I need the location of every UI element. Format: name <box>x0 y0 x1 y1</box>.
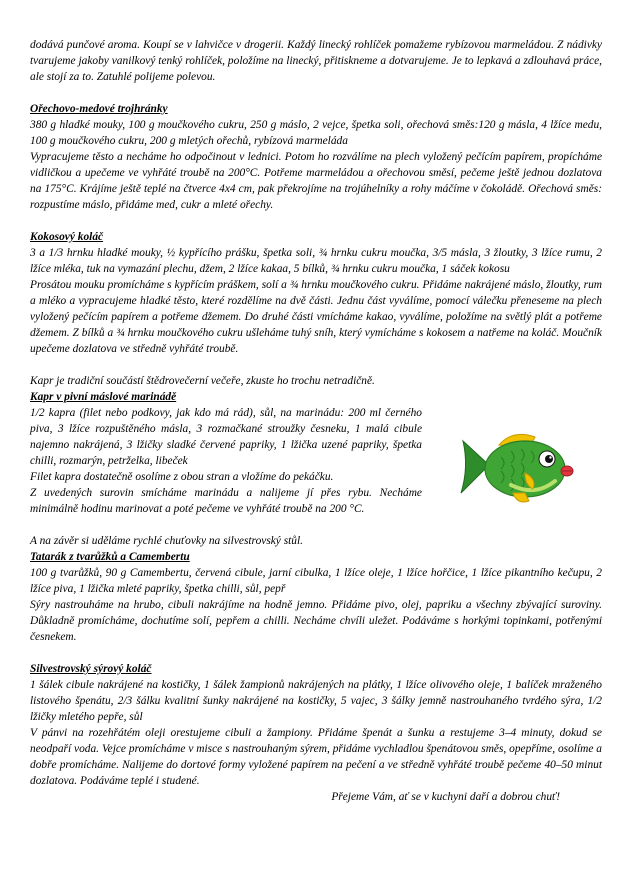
carp-intro: Kapr je tradiční součástí štědrovečerní večeře, zkuste ho trochu netradičně. <box>30 375 375 387</box>
document-page <box>30 37 602 805</box>
recipe-ingredients: 1/2 kapra (filet nebo podkovy, jak kdo má rád), sůl, na marinádu: 200 ml černého piva, 3 lžíce rozpuštěného másla, 3 rozmačkané stroužky česneku, 1 malá cibule najemno nakrájená, 3 lžičky sladké červené papriky, 1 lžička uzené papriky, špetka chilli, rozmarýn, petrželka, libeček <box>30 407 422 467</box>
recipe-title: Ořechovo-medové trojhránky <box>30 103 168 115</box>
recipe-title: Tatarák z tvarůžků a Camembertu <box>30 551 190 563</box>
fish-illustration <box>455 427 580 507</box>
recipe-method: V pánvi na rozehřátém oleji orestujeme cibuli a žampiony. Přidáme špenát a šunku a restujeme 3–4 minuty, dokud se neodpaří voda. Vejce promícháme v misce s nastrouhaným sýrem, přidáme vychladlou špenátovou směs, opepříme, osolíme a dobře promícháme. Nalijeme do dortové formy vyložené papírem na pečení a ve středně vyhřáté troubě pečeme 40–50 minut dozlatova. Podáváme teplé i studené. <box>30 727 602 787</box>
recipe-walnut-honey-triangles <box>30 101 602 213</box>
recipe-ingredients: 1 šálek cibule nakrájené na kostičky, 1 šálek žampionů nakrájených na plátky, 1 lžíce olivového oleje, 1 balíček mraženého listového špenátu, 2/3 šálku kvalitní šunky nakrájené na kostičky, 5 vajec, 3 šálky jemně nastrouhaného tvrdého sýra, 1/2 lžičky mletého pepře, sůl <box>30 679 602 723</box>
recipe-ingredients: 380 g hladké mouky, 100 g moučkového cukru, 250 g máslo, 2 vejce, špetka soli, ořechová směs:120 g másla, 4 lžíce medu, 100 g moučkového cukru, 200 g mletých ořechů, rybízová marmeláda <box>30 119 602 147</box>
intro-paragraph: dodává punčové aroma. Koupí se v lahvičce v drogerii. Každý linecký rohlíček pomažeme rybízovou marmeládou. Z nádivky tvarujeme jakoby vanilkový tenký rohlíček, položíme na linecký, přitiskneme a dotvarujeme. Je to lepkavá a zdlouhavá práce, ale stojí za to. Zatuhlé polijeme polevou. <box>30 39 602 83</box>
recipe-step: Filet kapra dostatečně osolíme z obou stran a vložíme do pekáčku. <box>30 471 334 483</box>
recipe-ingredients: 3 a 1/3 hrnku hladké mouky, ½ kypřícího prášku, špetka soli, ¾ hrnku cukru moučka, 3/5 másla, 3 žloutky, 3 lžíce rumu, 2 lžíce mléka, tuk na vymazání plechu, džem, 2 lžíce kakaa, 5 bílků, ¾ hrnku cukru moučka, 1 sáček kokosu <box>30 247 602 275</box>
recipe-method: Sýry nastrouháme na hrubo, cibuli nakrájíme na hodně jemno. Přidáme pivo, olej, papriku a všechny zbývající suroviny. Důkladně promícháme, dochutíme solí, pepřem a chilli. Necháme chvíli uležet. Podáváme s horkými topinkami, potřenými česnekem. <box>30 599 602 643</box>
recipe-title: Kapr v pivní máslové marinádě <box>30 391 177 403</box>
recipe-method: Vypracujeme těsto a necháme ho odpočinout v lednici. Potom ho rozválíme na plech vyložený pečícím papírem, propícháme vidličkou a upečeme ve vyhřáté troubě na 200°C. Potřeme marmeládou a ořechovou směsí, pečeme ještě jednou dozlatova na 175°C. Krájíme ještě teplé na čtverce 4x4 cm, pak překrojíme na trojúhelníky a rohy máčíme v čokoládě. Ořechová směs: rozpustíme máslo, přidáme med, cukr a mleté ořechy. <box>30 151 602 211</box>
closing-wish: Přejeme Vám, ať se v kuchyni daří a dobrou chuť! <box>331 791 560 803</box>
recipe-coconut-cake <box>30 229 602 357</box>
recipe-title: Silvestrovský sýrový koláč <box>30 663 152 675</box>
recipe-ingredients: 100 g tvarůžků, 90 g Camembertu, červená cibule, jarní cibulka, 1 lžíce oleje, 1 lžíce hořčice, 1 lžíce pikantního kečupu, 2 lžíce piva, 1 lžička mleté papriky, špetka chilli, sůl, pepř <box>30 567 602 595</box>
recipe-tartare-cheese <box>30 549 602 645</box>
recipe-method: Prosátou mouku promícháme s kypřícím práškem, solí a ¾ hrnku moučkového cukru. Přidáme nakrájené máslo, žloutky, rum a mléko a vypracujeme hladké těsto, které rozdělíme na dvě části. Jednu část vyválíme, pomocí válečku přeneseme na plech vyložený pečícím papírem a potřeme džemem. Do druhé části vmícháme kakao, vyválíme, položíme na světlý plát a potřeme džemem. Z bílků a ¾ hrnku moučkového cukru ušleháme tuhý sníh, který vymícháme s kokosem a natřeme na koláč. Moučník upečeme dozlatova ve středně vyhřáté troubě. <box>30 279 602 355</box>
recipe-carp-beer-marinade <box>30 373 602 517</box>
recipe-title: Kokosový koláč <box>30 231 104 243</box>
snack-intro: A na závěr si uděláme rychlé chuťovky na silvestrovský stůl. <box>30 535 304 547</box>
recipe-step: Z uvedených surovin smícháme marinádu a nalijeme jí přes rybu. Necháme minimálně hodinu marinovat a poté pečeme ve vyhřáté troubě na 200 °C. <box>30 487 422 515</box>
recipe-new-year-cheese-cake <box>30 661 602 789</box>
